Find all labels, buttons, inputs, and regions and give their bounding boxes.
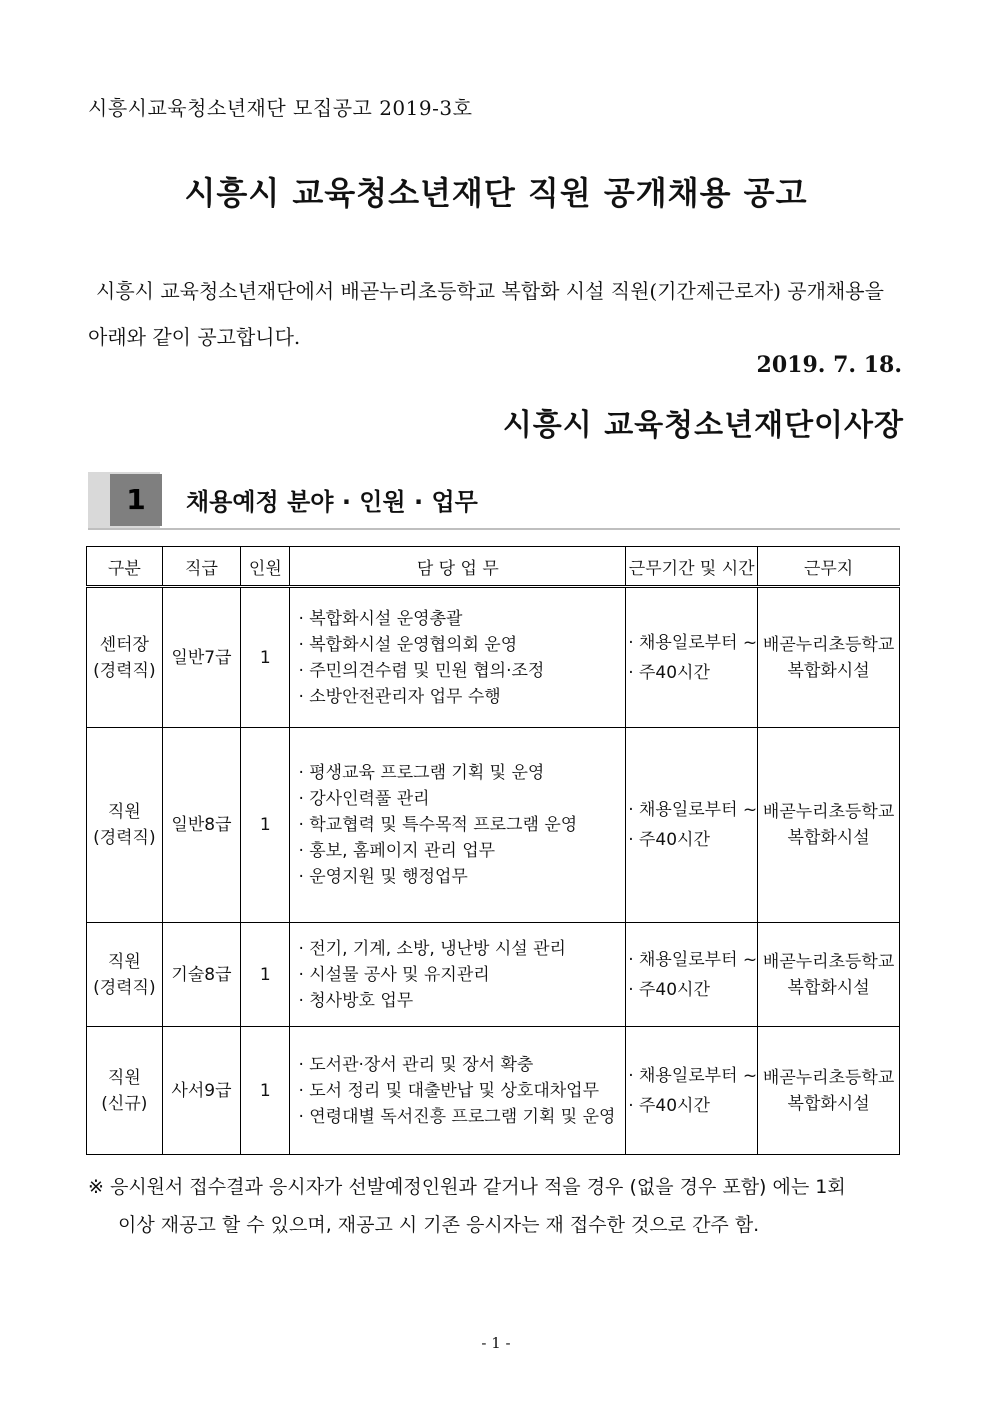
table-row — [87, 587, 900, 728]
cell-category: 직원 (경력직) — [87, 728, 163, 923]
footnote-line-2: 이상 재공고 할 수 있으며, 재공고 시 기존 응시자는 재 접수한 것으로 간주 함. — [118, 1214, 760, 1236]
cell-period: · 채용일로부터 ~ · 주40시간 — [626, 1027, 758, 1155]
table-header-row — [87, 547, 900, 587]
cell-location: 배곧누리초등학교 복합화시설 — [758, 1027, 900, 1155]
header-count: 인원 — [241, 547, 290, 587]
footnote-line-1: ※ 응시원서 접수결과 응시자가 선발예정인원과 같거나 적을 경우 (없을 경우 포함) 에는 1회 — [88, 1176, 846, 1198]
header-period: 근무기간 및 시간 — [626, 547, 758, 587]
section-title: 채용예정 분야 · 인원 · 업무 — [186, 488, 478, 516]
header-category: 구분 — [87, 547, 163, 587]
cell-period: · 채용일로부터 ~ · 주40시간 — [626, 587, 758, 728]
cell-location: 배곧누리초등학교 복합화시설 — [758, 923, 900, 1027]
section-heading — [88, 472, 900, 530]
cell-count: 1 — [241, 1027, 290, 1155]
table-row — [87, 923, 900, 1027]
cell-count: 1 — [241, 587, 290, 728]
cell-period: · 채용일로부터 ~ · 주40시간 — [626, 728, 758, 923]
cell-duties: · 도서관·장서 관리 및 장서 확충 · 도서 정리 및 대출반납 및 상호대차업무 · 연령대별 독서진흥 프로그램 기획 및 운영 — [290, 1027, 626, 1155]
section-number-box — [88, 472, 160, 528]
cell-location: 배곧누리초등학교 복합화시설 — [758, 587, 900, 728]
cell-category: 직원 (경력직) — [87, 923, 163, 1027]
section-number: 1 — [110, 474, 162, 526]
header-location: 근무지 — [758, 547, 900, 587]
notice-number: 시흥시교육청소년재단 모집공고 2019-3호 — [88, 96, 473, 120]
announcement-date: 2019. 7. 18. — [756, 352, 902, 378]
footnote — [88, 1168, 908, 1244]
table-row — [87, 1027, 900, 1155]
table-row — [87, 728, 900, 923]
page-number: - 1 - — [481, 1334, 511, 1352]
header-duties: 담 당 업 무 — [290, 547, 626, 587]
cell-grade: 일반8급 — [162, 728, 241, 923]
signer: 시흥시 교육청소년재단이사장 — [502, 408, 904, 443]
document-title: 시흥시 교육청소년재단 직원 공개채용 공고 — [184, 174, 808, 212]
cell-count: 1 — [241, 728, 290, 923]
cell-category: 직원 (신규) — [87, 1027, 163, 1155]
cell-duties: · 복합화시설 운영총괄 · 복합화시설 운영협의회 운영 · 주민의견수렴 및 민원 협의·조정 · 소방안전관리자 업무 수행 — [290, 587, 626, 728]
cell-grade: 사서9급 — [162, 1027, 241, 1155]
cell-category: 센터장 (경력직) — [87, 587, 163, 728]
cell-duties: · 전기, 기계, 소방, 냉난방 시설 관리 · 시설물 공사 및 유지관리 · 청사방호 업무 — [290, 923, 626, 1027]
jobs-table — [86, 546, 900, 1155]
cell-count: 1 — [241, 923, 290, 1027]
cell-location: 배곧누리초등학교 복합화시설 — [758, 728, 900, 923]
cell-grade: 일반7급 — [162, 587, 241, 728]
intro-paragraph: 시흥시 교육청소년재단에서 배곧누리초등학교 복합화 시설 직원(기간제근로자) 공개채용을 아래와 같이 공고합니다. — [88, 279, 884, 349]
header-grade: 직급 — [162, 547, 241, 587]
cell-period: · 채용일로부터 ~ · 주40시간 — [626, 923, 758, 1027]
cell-duties: · 평생교육 프로그램 기획 및 운영 · 강사인력풀 관리 · 학교협력 및 특수목적 프로그램 운영 · 홍보, 홈페이지 관리 업무 · 운영지원 및 행정업무 — [290, 728, 626, 923]
cell-grade: 기술8급 — [162, 923, 241, 1027]
